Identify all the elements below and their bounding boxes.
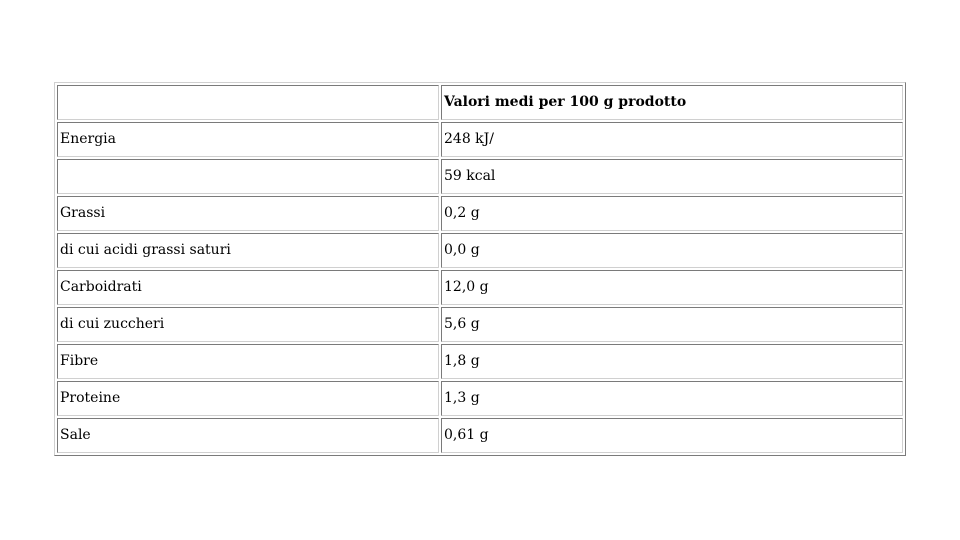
table-row [57, 307, 903, 342]
row-label-cell: Sale [57, 418, 439, 453]
nutrition-table [54, 82, 906, 456]
table-row [57, 418, 903, 453]
row-value-cell: 0,0 g [441, 233, 903, 268]
row-value-cell: 248 kJ/ [441, 122, 903, 157]
row-label-cell: Carboidrati [57, 270, 439, 305]
table-row [57, 159, 903, 194]
row-value-cell: 5,6 g [441, 307, 903, 342]
row-label-cell: di cui zuccheri [57, 307, 439, 342]
row-value-cell: 12,0 g [441, 270, 903, 305]
row-label-cell: Fibre [57, 344, 439, 379]
row-label-cell: di cui acidi grassi saturi [57, 233, 439, 268]
table-row [57, 270, 903, 305]
row-value-cell: 59 kcal [441, 159, 903, 194]
header-label-cell [57, 85, 439, 120]
table-row [57, 196, 903, 231]
row-label-cell: Energia [57, 122, 439, 157]
table-row [57, 344, 903, 379]
row-value-cell: 0,2 g [441, 196, 903, 231]
table-row [57, 381, 903, 416]
row-label-cell: Grassi [57, 196, 439, 231]
row-value-cell: 1,3 g [441, 381, 903, 416]
table-row [57, 122, 903, 157]
row-value-cell: 0,61 g [441, 418, 903, 453]
row-value-cell: 1,8 g [441, 344, 903, 379]
row-label-cell: Proteine [57, 381, 439, 416]
header-value-cell: Valori medi per 100 g prodotto [441, 85, 903, 120]
table-header-row [57, 85, 903, 120]
row-label-cell [57, 159, 439, 194]
table-row [57, 233, 903, 268]
